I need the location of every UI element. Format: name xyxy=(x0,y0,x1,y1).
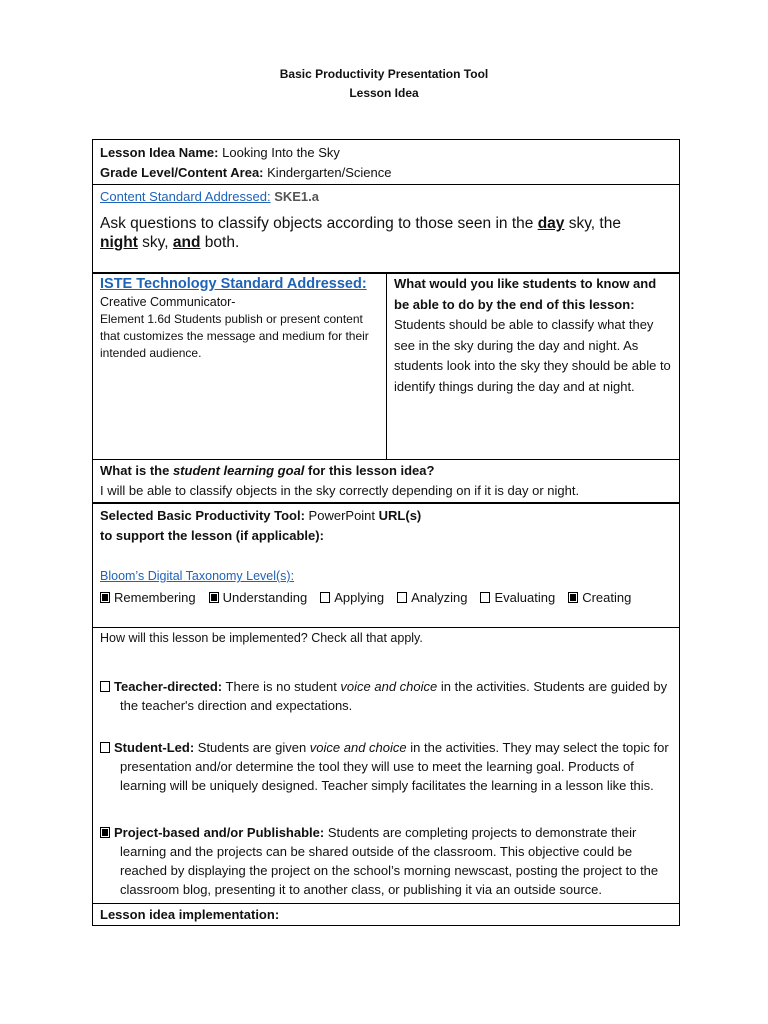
checkbox-checked-icon[interactable] xyxy=(209,592,219,603)
teacher-directed-text: There is no student xyxy=(222,679,341,694)
tool-label: Selected Basic Productivity Tool: xyxy=(100,508,305,523)
goal-question-prefix: What is the xyxy=(100,463,173,478)
blooms-option-label: Understanding xyxy=(222,590,308,605)
student-led-emphasis: voice and choice xyxy=(309,740,407,755)
option-project-based[interactable] xyxy=(100,823,671,899)
blooms-option-understanding[interactable] xyxy=(209,588,308,608)
tool-value: PowerPoint xyxy=(308,508,376,523)
checkbox-empty-icon[interactable] xyxy=(397,592,407,603)
implementation-section xyxy=(93,628,679,899)
blooms-option-label: Evaluating xyxy=(494,590,556,605)
checkbox-checked-icon[interactable] xyxy=(568,592,578,603)
lesson-name-value: Looking Into the Sky xyxy=(222,145,340,160)
blooms-options xyxy=(93,588,679,608)
goal-question-emphasis: student learning goal xyxy=(172,463,305,478)
blooms-option-label: Analyzing xyxy=(411,590,468,605)
standard-text-part: both. xyxy=(200,234,240,251)
iste-label: ISTE Technology Standard Addressed: xyxy=(100,276,367,292)
tool-row xyxy=(100,506,672,526)
lesson-name-row xyxy=(100,143,672,163)
content-standard-label: Content Standard Addressed: xyxy=(100,189,271,204)
iste-line2: Element 1.6d Students publish or present content that customizes the message and medium for their intended audience. xyxy=(100,312,369,360)
blooms-option-analyzing[interactable] xyxy=(397,588,467,608)
standard-word-day: day xyxy=(537,215,565,232)
content-standard-section xyxy=(93,185,679,254)
blooms-option-label: Remembering xyxy=(114,590,196,605)
standard-word-night: night xyxy=(100,234,138,251)
blooms-option-applying[interactable] xyxy=(320,588,384,608)
goal-question-suffix: for this lesson idea? xyxy=(304,463,435,478)
url-label: URL(s) xyxy=(378,508,422,523)
blooms-option-creating[interactable] xyxy=(568,588,631,608)
blooms-option-label: Creating xyxy=(582,590,632,605)
blooms-option-label: Applying xyxy=(334,590,385,605)
lesson-form xyxy=(92,139,680,926)
tool-section xyxy=(93,504,679,548)
project-based-label: Project-based and/or Publishable: xyxy=(114,825,325,840)
standard-text-part: Ask questions to classify objects according to those seen in the xyxy=(100,215,538,232)
content-standard-text xyxy=(100,214,672,252)
implementation-question: How will this lesson be implemented? Check all that apply. xyxy=(100,631,423,645)
option-teacher-directed[interactable] xyxy=(100,677,671,715)
content-standard-code: SKE1.a xyxy=(274,189,319,204)
option-student-led[interactable] xyxy=(100,738,671,795)
checkbox-empty-icon[interactable] xyxy=(320,592,330,603)
grade-value: Kindergarten/Science xyxy=(267,165,392,180)
page-title: Basic Productivity Presentation Tool xyxy=(279,67,489,81)
checkbox-checked-icon[interactable] xyxy=(100,592,110,603)
teacher-directed-text: in the activities. Students are guided by the teacher's direction and expectations. xyxy=(120,679,668,713)
student-led-label: Student-Led: xyxy=(114,740,195,755)
lesson-info-section xyxy=(93,141,679,185)
goal-answer: I will be able to classify objects in the sky correctly depending on if it is day or night. xyxy=(100,483,580,498)
know-answer: Students should be able to classify what they see in the sky during the day and night. As students look into the sky they should be able to identify things during the day and at night. xyxy=(394,317,671,394)
checkbox-empty-icon[interactable] xyxy=(100,681,110,692)
blooms-option-evaluating[interactable] xyxy=(480,588,555,608)
blooms-label: Bloom’s Digital Taxonomy Level(s): xyxy=(100,569,295,583)
grade-label: Grade Level/Content Area: xyxy=(100,165,264,180)
standard-text-part: sky, xyxy=(137,234,173,251)
implementation-footer-label: Lesson idea implementation: xyxy=(100,907,280,922)
standard-word-and: and xyxy=(172,234,201,251)
teacher-directed-emphasis: voice and choice xyxy=(340,679,438,694)
grade-row xyxy=(100,163,672,183)
teacher-directed-label: Teacher-directed: xyxy=(114,679,223,694)
standard-text-part: sky, the xyxy=(564,215,621,232)
implementation-footer xyxy=(93,903,679,927)
checkbox-empty-icon[interactable] xyxy=(480,592,490,603)
iste-section xyxy=(93,274,386,364)
blooms-option-remembering[interactable] xyxy=(100,588,196,608)
project-based-text: Students are completing projects to demonstrate their learning and the projects can be shared outside of the classroom. This objective could be reached by displaying the project on the school’s morning newscast, posting the project to the classroom blog, presenting it to another class, or publishing it via an outside source. xyxy=(120,825,659,897)
know-question: What would you like students to know and be able to do by the end of this lesson: xyxy=(394,276,657,312)
iste-line1: Creative Communicator- xyxy=(100,295,236,309)
goal-question xyxy=(100,461,672,481)
lesson-name-label: Lesson Idea Name: xyxy=(100,145,219,160)
student-led-text: Students are given xyxy=(194,740,310,755)
blooms-section xyxy=(93,566,679,608)
student-led-text: in the activities. They may select the topic for presentation and/or determine the tool they will use to meet the learning goal. Products of learning will be uniquely designed. Teacher simply facilitates the learning in a lesson like this. xyxy=(120,740,669,793)
checkbox-empty-icon[interactable] xyxy=(100,742,110,753)
checkbox-checked-icon[interactable] xyxy=(100,827,110,838)
page-subtitle: Lesson Idea xyxy=(349,86,419,100)
support-label: to support the lesson (if applicable): xyxy=(100,528,324,543)
goal-section xyxy=(93,459,679,503)
know-section xyxy=(387,274,679,397)
